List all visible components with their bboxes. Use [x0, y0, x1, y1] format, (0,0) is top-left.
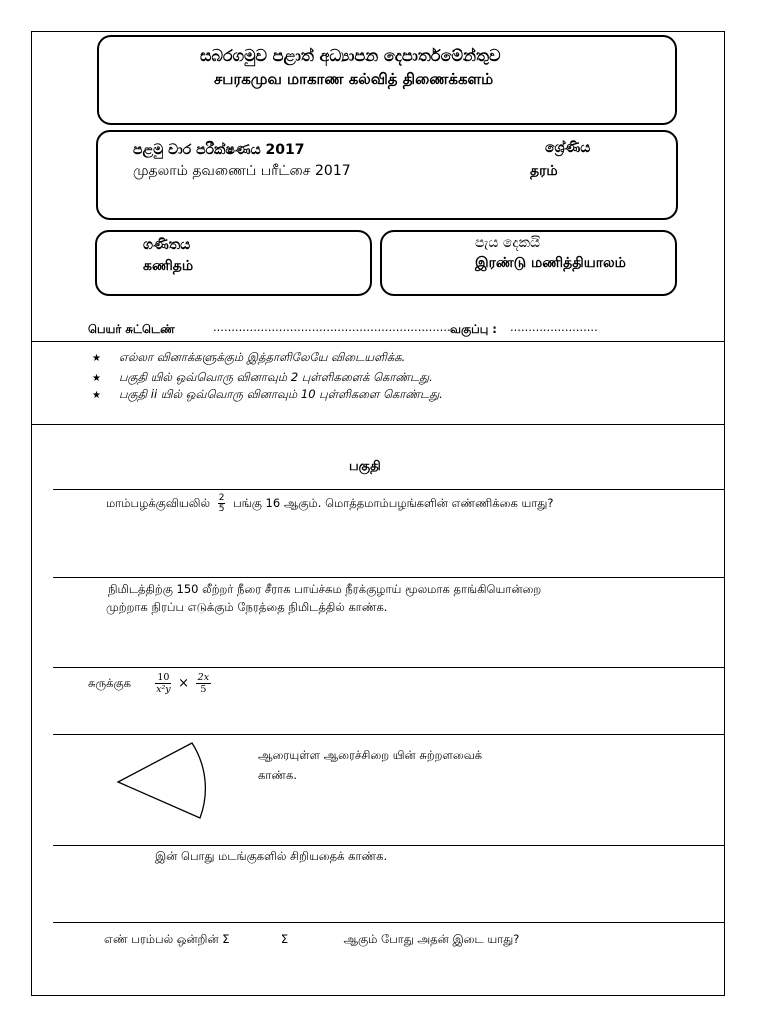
subject-box	[95, 230, 372, 296]
question-2-line-1: நிமிடத்திற்கு 150 லீற்றர் நீரை சீராக பாய்ச்சும நீரக்குழாய் மூலமாக தாங்கியொன்றை	[108, 582, 542, 596]
question-divider	[53, 577, 725, 578]
department-title-sinhala: සබරගමුව පළාත් අධ්‍යාපන දෙපාර්තමේන්තුව	[200, 46, 501, 65]
section-title: பகுதி	[349, 459, 381, 474]
department-title-tamil: சபரகமுவ மாகாண கல்வித் திணைக்களம்	[214, 70, 494, 88]
question-divider	[53, 667, 725, 668]
fraction: $\frac{2}{5}$	[218, 493, 225, 514]
instruction-1: ★ எல்லா வினாக்களுக்கும் இத்தாளிலேயே விடையளிக்க.	[92, 350, 406, 364]
question-4-line-2: காண்க.	[258, 768, 298, 782]
duration-tamil: இரண்டு மணித்தியாலம்	[475, 255, 626, 271]
name-field[interactable]: ..................................................................	[213, 320, 455, 334]
question-1: மாம்பழக்குவியலில் $\frac{2}{5}$ பங்கு 16 ஆகும். மொத்தமாம்பழங்களின் எண்ணிக்கை யாது?	[106, 493, 554, 514]
bullet-star-icon: ★	[92, 353, 101, 364]
exam-title-tamil: முதலாம் தவணைப் பரீட்சை 2017	[133, 163, 351, 179]
question-3: சுருக்குக $\frac{10}{\text{x²y}}$ × $\frac{2x}{5}$	[88, 672, 210, 695]
question-divider	[53, 922, 725, 923]
question-divider	[53, 845, 725, 846]
exam-title-sinhala: පළමු වාර පරීක්ෂණය 2017	[133, 142, 305, 158]
instruction-3: ★ பகுதி ii யில் ஒவ்வொரு வினாவும் 10 புள்ளிகளை கொண்டது.	[92, 387, 443, 401]
question-6: எண் பரம்பல் ஒன்றின் Σ Σ ஆகும் போது அதன் இடை யாது?	[104, 932, 520, 946]
fraction: $\frac{10}{\text{x²y}}$	[156, 672, 171, 695]
subject-tamil: கணிதம்	[143, 258, 194, 274]
question-divider	[53, 734, 725, 735]
class-label: வகுப்பு :	[450, 322, 497, 336]
bullet-star-icon: ★	[92, 390, 101, 401]
subject-sinhala: ගණිතය	[143, 237, 191, 253]
fraction: $\frac{2x}{5}$	[197, 672, 210, 695]
question-2-line-2: முற்றாக நிரப்ப எடுக்கும் நேரத்தை நிமிடத்தில் காண்க.	[106, 600, 388, 614]
sector-diagram	[112, 738, 222, 822]
question-divider	[53, 489, 725, 490]
instruction-2: ★ பகுதி யில் ஒவ்வொரு வினாவும் 2 புள்ளிகளைக் கொண்டது.	[92, 370, 433, 384]
question-4-line-1: ஆரையுள்ள ஆரைச்சிறை யின் சுற்றளவைக்	[258, 748, 483, 762]
class-field[interactable]: ........................	[510, 320, 598, 334]
grade-label-sinhala: ශ්‍රේණිය	[545, 140, 591, 156]
divider	[31, 424, 724, 425]
bullet-star-icon: ★	[92, 373, 101, 384]
name-label: பெயர் சுட்டெண்	[88, 322, 175, 336]
grade-label-tamil: தரம்	[530, 163, 558, 179]
question-5: இன் பொது மடங்குகளில் சிறியதைக் காண்க.	[155, 849, 388, 863]
duration-sinhala: පැය දෙකයි	[475, 235, 541, 251]
sector-shape	[118, 743, 205, 818]
divider	[31, 341, 724, 342]
